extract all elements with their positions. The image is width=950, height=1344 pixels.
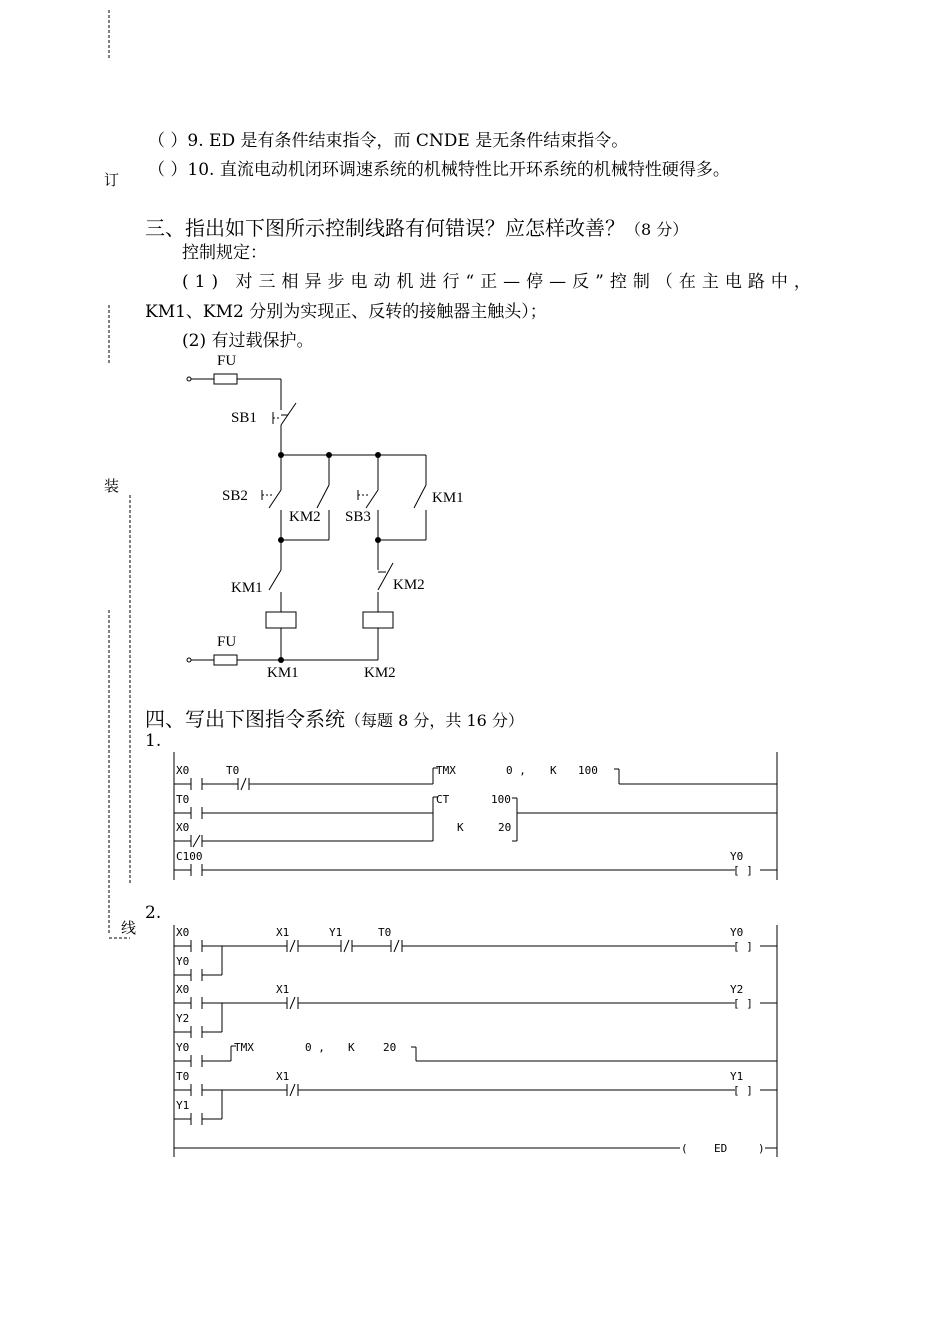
answer-parentheses: （ ） (148, 131, 188, 151)
ladder2-ed-close: ) (758, 1142, 765, 1155)
rules-label: 控制规定： (182, 243, 267, 263)
ladder2-y2-output-label: Y2 (730, 983, 744, 996)
fu-bottom-label: FU (217, 634, 237, 650)
ladder1-tmx-value: 100 (578, 764, 598, 777)
ladder1-tmx-k: K (550, 764, 557, 777)
ladder2-tmx-k: K (348, 1041, 355, 1054)
binding-label-xian: 线 (119, 920, 137, 935)
section-4-points: （每题 8 分，共 16 分） (345, 711, 524, 730)
ladder2-y0-coil: [ ] (733, 940, 753, 953)
ladder1-x0-label: X0 (176, 764, 190, 777)
ladder1-tmx-label: TMX (436, 764, 456, 777)
ladder1-y0-label: Y0 (730, 850, 744, 863)
answer-parentheses: （ ） (148, 160, 188, 180)
section-3-title: 三、指出如下图所示控制线路有何错误？应怎样改善？ (145, 216, 625, 240)
rule-2: (2) 有过载保护。 (182, 331, 314, 351)
ladder2-y1-output-label: Y1 (730, 1070, 744, 1083)
sb2-label: SB2 (222, 488, 248, 504)
ladder2-y0-row3-label: Y0 (176, 1041, 190, 1054)
ladder2-y2-coil: [ ] (733, 997, 753, 1010)
sb1-label: SB1 (231, 410, 257, 426)
ladder2-y0-branch-label: Y0 (176, 955, 190, 968)
ladder1-t0-row2-label: T0 (176, 793, 190, 806)
ladder1-ct-label: CT (436, 793, 450, 806)
section-4-title: 四、写出下图指令系统 (145, 707, 345, 731)
ladder1-y0-coil: [ ] (733, 864, 753, 877)
binding-label-ding: 订 (102, 172, 120, 187)
rule-1-line-1: (1) 对三相异步电动机进行“正—停—反”控制（在主电路中， (182, 272, 817, 292)
ladder2-x0-label: X0 (176, 926, 190, 939)
question-2-label: 2. (145, 903, 162, 923)
km2-holding-label: KM2 (289, 509, 321, 525)
km1-holding-label: KM1 (432, 490, 464, 506)
ladder2-tmx-label: TMX (234, 1041, 254, 1054)
coil-km2-label: KM2 (364, 665, 396, 681)
rule-1-line-2: KM1、KM2 分别为实现正、反转的接触器主触头）； (145, 302, 547, 322)
section-3-points: （8 分） (625, 220, 689, 239)
binding-label-zhuang: 装 (102, 478, 120, 493)
ladder2-y1-branch-label: Y1 (176, 1099, 190, 1112)
ladder1-c100-label: C100 (176, 850, 203, 863)
ladder2-ed-open: ( (681, 1142, 688, 1155)
question-10-text: 10. 直流电动机闭环调速系统的机械特性比开环系统的机械特性硬得多。 (187, 160, 730, 180)
ladder2-y2-branch-label: Y2 (176, 1012, 190, 1025)
ladder2-t0-label: T0 (378, 926, 392, 939)
ladder2-y1-coil: [ ] (733, 1084, 753, 1097)
ladder2-y0-output-label: Y0 (730, 926, 744, 939)
km2-interlock-label: KM2 (393, 577, 425, 593)
ladder2-x1-row2-label: X1 (276, 983, 290, 996)
ladder1-x0-row3-label: X0 (176, 821, 190, 834)
ladder2-y1-label: Y1 (329, 926, 343, 939)
ladder1-t0-label: T0 (226, 764, 240, 777)
question-1-label: 1. (145, 731, 162, 751)
ladder2-tmx-value: 20 (383, 1041, 397, 1054)
ladder2-t0-row4-label: T0 (176, 1070, 190, 1083)
sb3-label: SB3 (345, 509, 371, 525)
ladder2-x1-label: X1 (276, 926, 290, 939)
ladder2-x0-row2-label: X0 (176, 983, 190, 996)
ladder1-ct-k: K (457, 821, 464, 834)
ladder2-ed-label: ED (714, 1142, 728, 1155)
ladder2-x1-row4-label: X1 (276, 1070, 290, 1083)
km1-interlock-label: KM1 (231, 580, 263, 596)
question-9-text: 9. ED 是有条件结束指令，而 CNDE 是无条件结束指令。 (187, 131, 629, 151)
ladder2-tmx-0: 0 , (305, 1041, 325, 1054)
coil-km1-label: KM1 (267, 665, 299, 681)
fu-top-label: FU (217, 353, 237, 369)
ladder1-ct-value: 20 (498, 821, 512, 834)
ladder1-tmx-0: 0 , (506, 764, 526, 777)
ladder1-ct-number: 100 (491, 793, 511, 806)
